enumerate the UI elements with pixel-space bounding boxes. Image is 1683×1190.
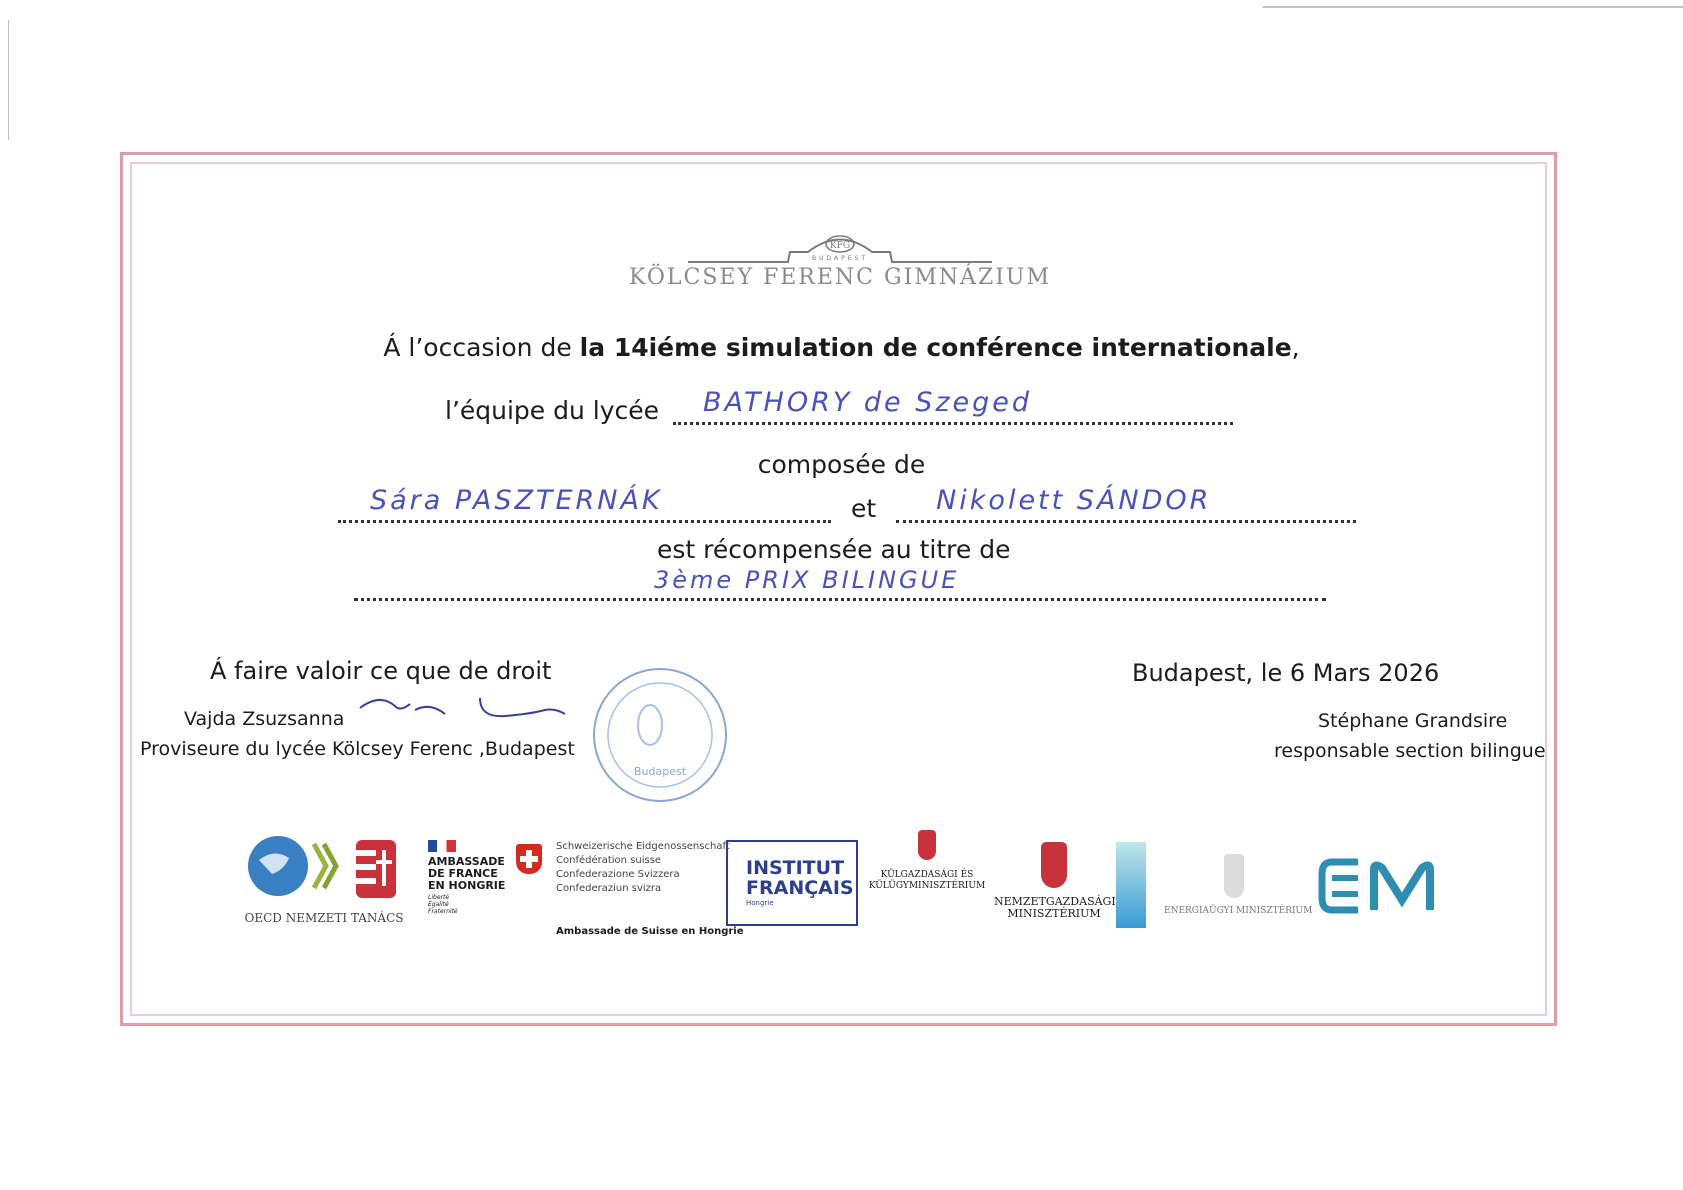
institut-francais-logo: INSTITUT FRANÇAIS Hongrie (726, 840, 858, 926)
school-city: BUDAPEST (811, 255, 869, 262)
foreign-ministry-logo: KÜLGAZDASÁGI ÉS KÜLÜGYMINISZTÉRIUM (862, 830, 992, 892)
energy-ministry-logo: ENERGIAÜGYI MINISZTÉRIUM (1164, 854, 1304, 916)
france-embassy-logo: AMBASSADE DE FRANCE EN HONGRIE Liberté Égalité Fraternité (428, 840, 505, 915)
place-date: Budapest, le 6 Mars 2026 (1132, 659, 1440, 687)
sponsor-logos: OECD NEMZETI TANÁCS AMBASSADE DE FRANCE EN HONGRIE Liberté Égalité Fraternité Schweizerische Eidgenossenschaft Confédération suisse Confederazione Svizzera Confederaziun svizra Ambassade de Suisse en Hongrie INSTITUT FRANÇAIS Hongrie KÜLGAZDASÁGI ÉS KÜLÜGYMINISZTÉRIUM NEMZETGAZDASÁGI MINISZTÉRIUM ENERGIAÜGYI MINISZTÉRIUM (0, 830, 1683, 940)
coordinator-name: Stéphane Grandsire (1318, 710, 1508, 732)
school-name: KÖLCSEY FERENC GIMNÁZIUM (629, 265, 1051, 290)
prize-line (354, 564, 1326, 601)
oecd-label: OECD NEMZETI TANÁCS (244, 911, 404, 925)
scan-artifact (1263, 6, 1683, 8)
school-stamp (590, 665, 730, 805)
hungarian-crest-icon (918, 830, 936, 860)
oecd-logo (244, 830, 424, 930)
team-label: l’équipe du lycée (445, 396, 660, 425)
stamp-text: Budapest (633, 765, 687, 778)
team-line (445, 388, 1233, 425)
economy-ministry-logo: NEMZETGAZDASÁGI MINISZTÉRIUM (994, 842, 1114, 920)
prize-handwriting: 3ème PRIX BILINGUE (654, 566, 960, 594)
valid-statement: Á faire valoir ce que de droit (210, 657, 552, 685)
occasion-event: la 14iéme simulation de conférence internationale (579, 333, 1292, 362)
hungarian-crest-icon (1224, 854, 1244, 898)
awarded-label: est récompensée au titre de (657, 535, 1011, 564)
scan-artifact-left (8, 20, 9, 140)
occasion-prefix: Á l’occasion de (383, 333, 580, 362)
team-handwriting: BATHORY de Szeged (703, 387, 1033, 418)
principal-signature (355, 688, 575, 728)
members-line (338, 486, 1356, 523)
team-field (673, 388, 1233, 425)
french-flag-icon (428, 840, 456, 852)
member1-handwriting: Sára PASZTERNÁK (370, 485, 663, 516)
gradient-bar-logo (1116, 842, 1146, 928)
em-logo (1318, 858, 1446, 914)
principal-name: Vajda Zsuzsanna (184, 708, 345, 730)
principal-title: Proviseure du lycée Kölcsey Ferenc ,Budapest (140, 738, 575, 760)
composed-label: composée de (757, 450, 926, 479)
swiss-cross-icon (516, 844, 542, 874)
member2-handwriting: Nikolett SÁNDOR (936, 485, 1212, 516)
member2-field (896, 486, 1356, 523)
school-monogram: KFG (829, 241, 851, 251)
and-label: et (850, 494, 877, 523)
occasion-line: Á l’occasion de la 14iéme simulation de conférence internationale, (383, 333, 1300, 362)
hungarian-crest-icon (1041, 842, 1067, 888)
member1-field (338, 486, 831, 523)
school-building-logo (629, 222, 1051, 292)
coordinator-title: responsable section bilingue (1274, 740, 1546, 762)
prize-field (354, 564, 1326, 601)
